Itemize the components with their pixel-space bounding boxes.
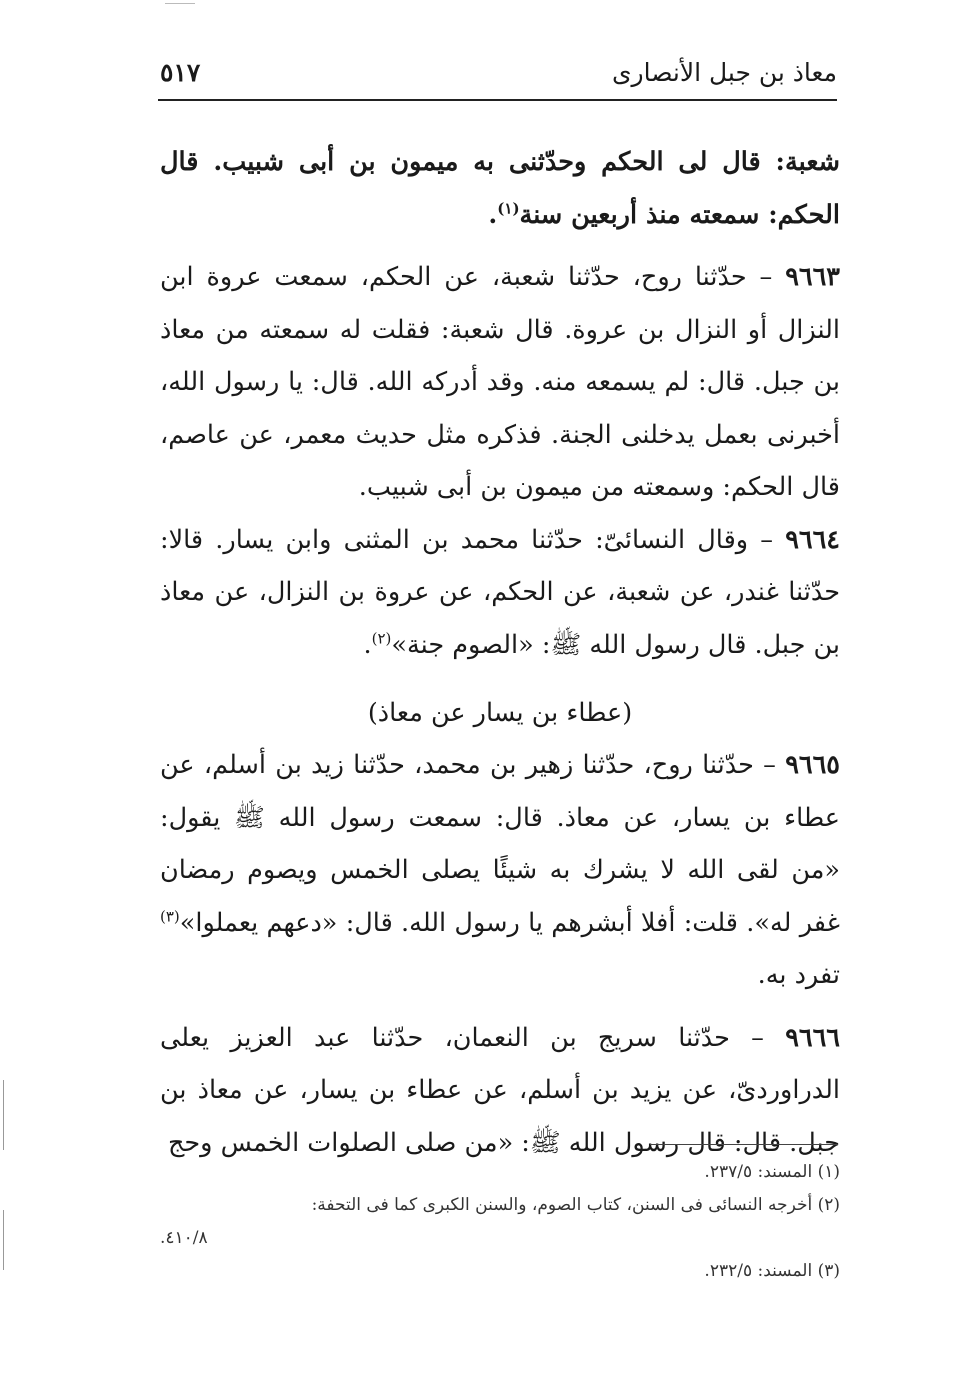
footnote-3: (٣) المسند: ٢٣٢/٥. xyxy=(704,1261,840,1281)
hadith-9666: ٩٦٦٦ – حدّثنا سريج بن النعمان، حدّثنا عبد العزيز يعلى الدراوردىّ، عن يزيد بن أسلم، عن عطاء بن يسار، عن معاذ بن جبل. قال: قال رسول الله ﷺ: «من صلى الصلوات الخمس وحج xyxy=(160,1022,840,1158)
footnote-ref: (٢) xyxy=(371,629,392,647)
hadith-number: ٩٦٦٤ xyxy=(785,524,840,555)
hadith-9664: ٩٦٦٤ – وقال النسائىّ: حدّثنا محمد بن المثنى وابن يسار. قالا: حدّثنا غندر، عن شعبة، عن الحكم، عن عروة بن النزال، عن معاذ بن جبل. قال رسول الله ﷺ: «الصوم جنة»$^{(٢)}$. xyxy=(160,524,840,660)
running-title: معاذ بن جبل الأنصارى xyxy=(611,58,837,87)
scan-edge-mark xyxy=(3,1210,4,1270)
scan-edge-mark xyxy=(165,3,195,4)
footnote-2-continuation: ٤١٠/٨. xyxy=(160,1228,208,1248)
hadith-9663: ٩٦٦٣ – حدّثنا روح، حدّثنا شعبة، عن الحكم، سمعت عروة ابن النزال أو النزال بن عروة. قال شعبة: فقلت له سمعته من معاذ بن جبل. قال: لم يسمعه منه. وقد أدركه الله. قال: يا رسول الله، أخبرنى بعمل يدخلنى الجنة. فذكره مثل حديث معمر، عن عاصم، قال الحكم: وسمعته من ميمون بن أبى شبيب. xyxy=(160,262,840,502)
header-rule xyxy=(158,99,837,101)
footnote-rule xyxy=(650,1144,838,1145)
footnote-1: (١) المسند: ٢٣٧/٥. xyxy=(704,1162,840,1182)
scan-edge-mark xyxy=(3,1080,4,1150)
hadith-number: ٩٦٦٦ xyxy=(785,1022,840,1053)
hadith-number: ٩٦٦٣ xyxy=(785,262,840,292)
section-title: (عطاء بن يسار عن معاذ) xyxy=(367,698,633,728)
running-header xyxy=(160,52,837,92)
footnote-2: (٢) أخرجه النسائى فى السنن، كتاب الصوم، والسنن الكبرى كما فى التحفة: xyxy=(311,1195,840,1215)
main-text xyxy=(160,136,840,1169)
footnote-ref: (١) xyxy=(497,199,520,217)
page-number: ٥١٧ xyxy=(160,58,201,87)
paragraph-intro: شعبة: قال لى الحكم وحدّثنى به ميمون بن أبى شبيب. قال الحكم: سمعته منذ أربعين سنة$^{(١)}$. xyxy=(160,147,840,230)
hadith-9665: ٩٦٦٥ – حدّثنا روح، حدّثنا زهير بن محمد، حدّثنا زيد بن أسلم، عن عطاء بن يسار، عن معاذ. قال: سمعت رسول الله ﷺ يقول: «من لقى الله لا يشرك به شيئًا يصلى الخمس ويصوم رمضان غفر له». قلت: أفلا أبشرهم يا رسول الله. قال: «دعهم يعملوا»$^{(٣)}$ تفرد به. xyxy=(160,750,840,990)
footnote-ref: (٣) xyxy=(160,907,180,925)
footnotes xyxy=(160,1156,840,1288)
hadith-number: ٩٦٦٥ xyxy=(785,750,840,780)
